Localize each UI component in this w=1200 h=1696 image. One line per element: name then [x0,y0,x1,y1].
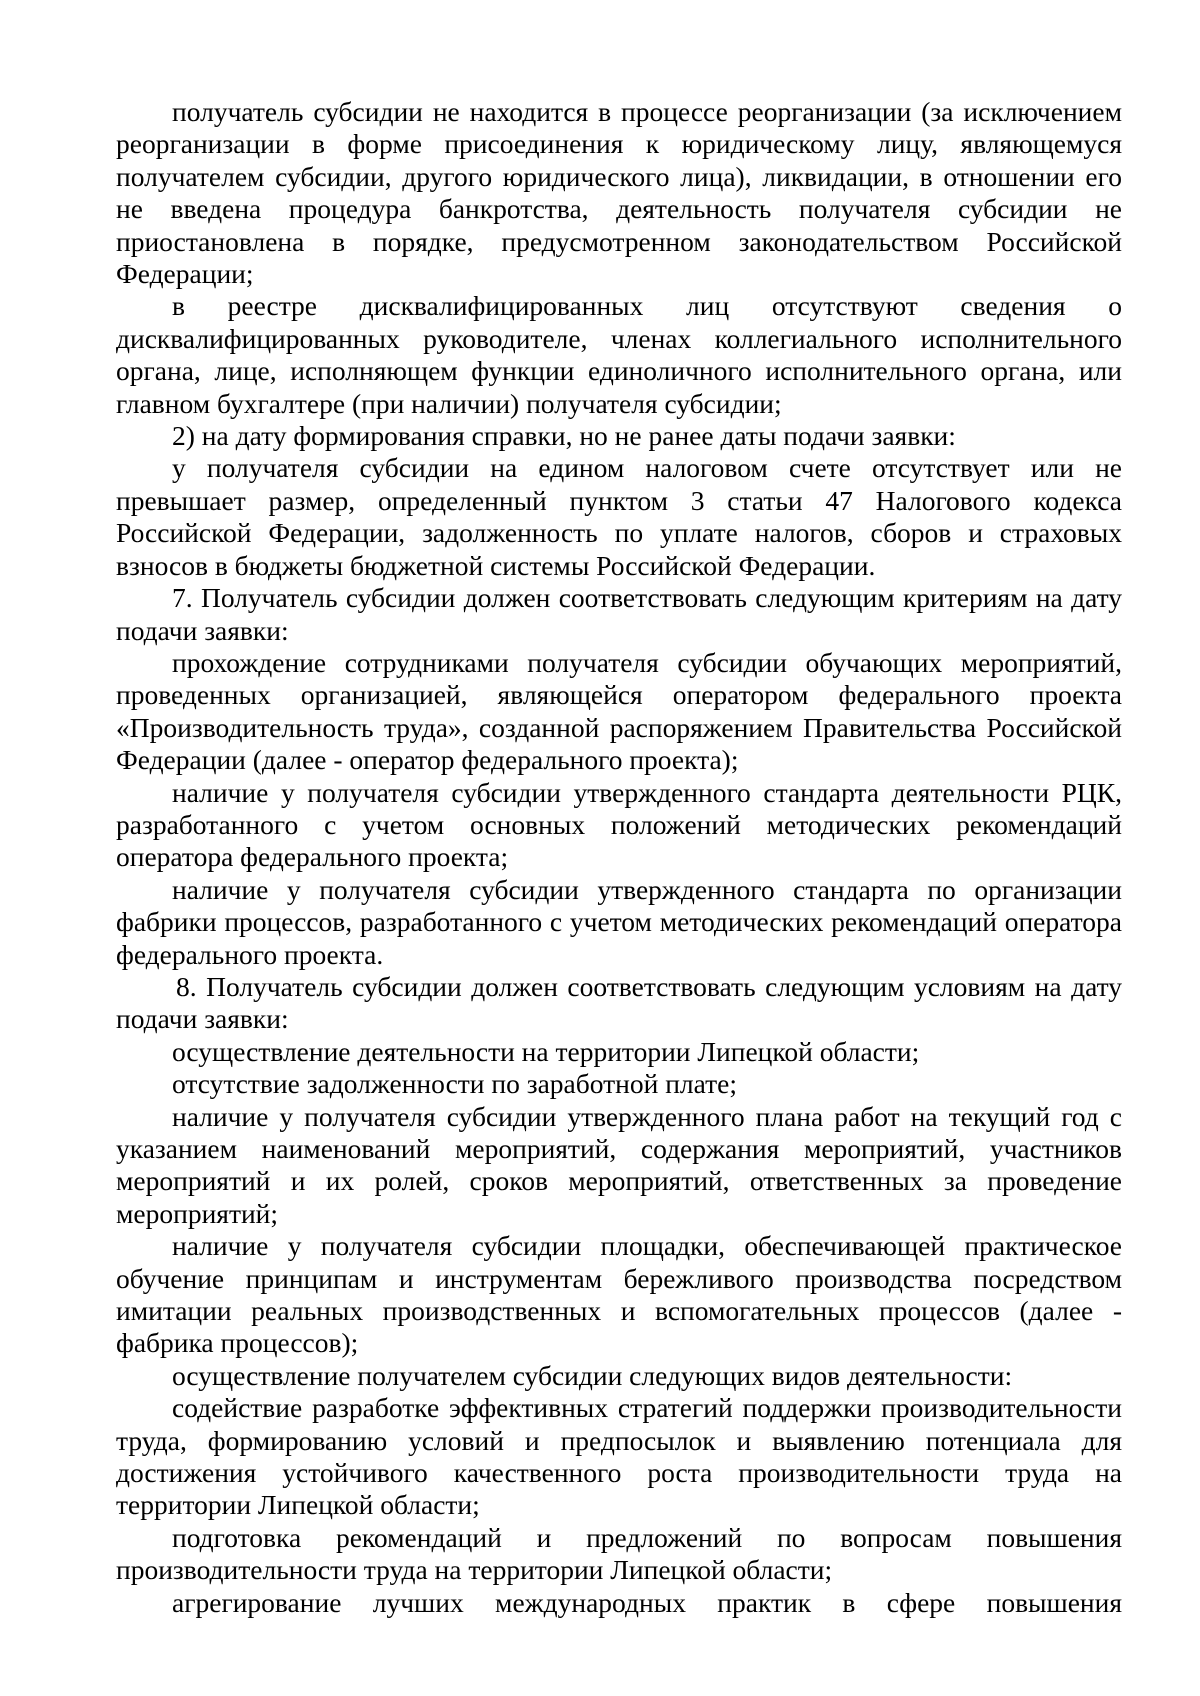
document-body [116,96,1122,1619]
paragraph: подготовка рекомендаций и предложений по вопросам повышения производительности труда на территории Липецкой области; [116,1521,1122,1586]
paragraph: отсутствие задолженности по заработной плате; [172,1068,738,1100]
paragraph: у получателя субсидии на едином налоговом счете отсутствует или не превышает размер, определенный пунктом 3 статьи 47 Налогового кодекса Российской Федерации, задолженность по уплате налогов, сборов и страховых взносов в бюджеты бюджетной системы Российской Федерации. [116,452,1122,581]
paragraph: 7. Получатель субсидии должен соответствовать следующим критериям на дату подачи заявки: [116,582,1122,646]
paragraph: наличие у получателя субсидии утвержденного плана работ на текущий год с указанием наименований мероприятий, содержания мероприятий, участников мероприятий и их ролей, сроков мероприятий, ответственных за проведение мероприятий; [116,1100,1122,1229]
paragraph: получатель субсидии не находится в процессе реорганизации (за исключением реорганизации в форме присоединения к юридическому лицу, являющемуся получателем субсидии, другого юридического лица), ликвидации, в отношении его не введена процедура банкротства, деятельность получателя субсидии не приостановлена в порядке, предусмотренном законодательством Российской Федерации; [116,96,1122,290]
paragraph: прохождение сотрудниками получателя субсидии обучающих мероприятий, проведенных организацией, являющейся оператором федерального проекта «Производительность труда», созданной распоряжением Правительства Российской Федерации (далее - оператор федерального проекта); [116,646,1122,776]
paragraph: 2) на дату формирования справки, но не ранее даты подачи заявки: [172,420,956,452]
paragraph: наличие у получателя субсидии площадки, обеспечивающей практическое обучение принципам и инструментам бережливого производства посредством имитации реальных производственных и вспомогательных процессов (далее - фабрика процессов); [116,1230,1122,1359]
paragraph: агрегирование лучших международных практик в сфере повышения [172,1586,1122,1618]
paragraph: содействие разработке эффективных стратегий поддержки производительности труда, формированию условий и предпосылок и выявлению потенциала для достижения устойчивого качественного роста производительности труда на территории Липецкой области; [116,1392,1122,1521]
paragraph: осуществление деятельности на территории Липецкой области; [172,1035,920,1067]
paragraph: осуществление получателем субсидии следующих видов деятельности: [172,1359,1013,1391]
paragraph: 8. Получатель субсидии должен соответствовать следующим условиям на дату подачи заявки: [116,970,1122,1035]
paragraph: наличие у получателя субсидии утвержденного стандарта деятельности РЦК, разработанного с учетом основных положений методических рекомендаций оператора федерального проекта; [116,776,1122,873]
paragraph: наличие у получателя субсидии утвержденного стандарта по организации фабрики процессов, разработанного с учетом методических рекомендаций оператора федерального проекта. [116,873,1122,970]
paragraph: в реестре дисквалифицированных лиц отсутствуют сведения о дисквалифицированных руководителе, членах коллегиального исполнительного органа, лице, исполняющем функции единоличного исполнительного органа, или главном бухгалтере (при наличии) получателя субсидии; [116,290,1122,419]
